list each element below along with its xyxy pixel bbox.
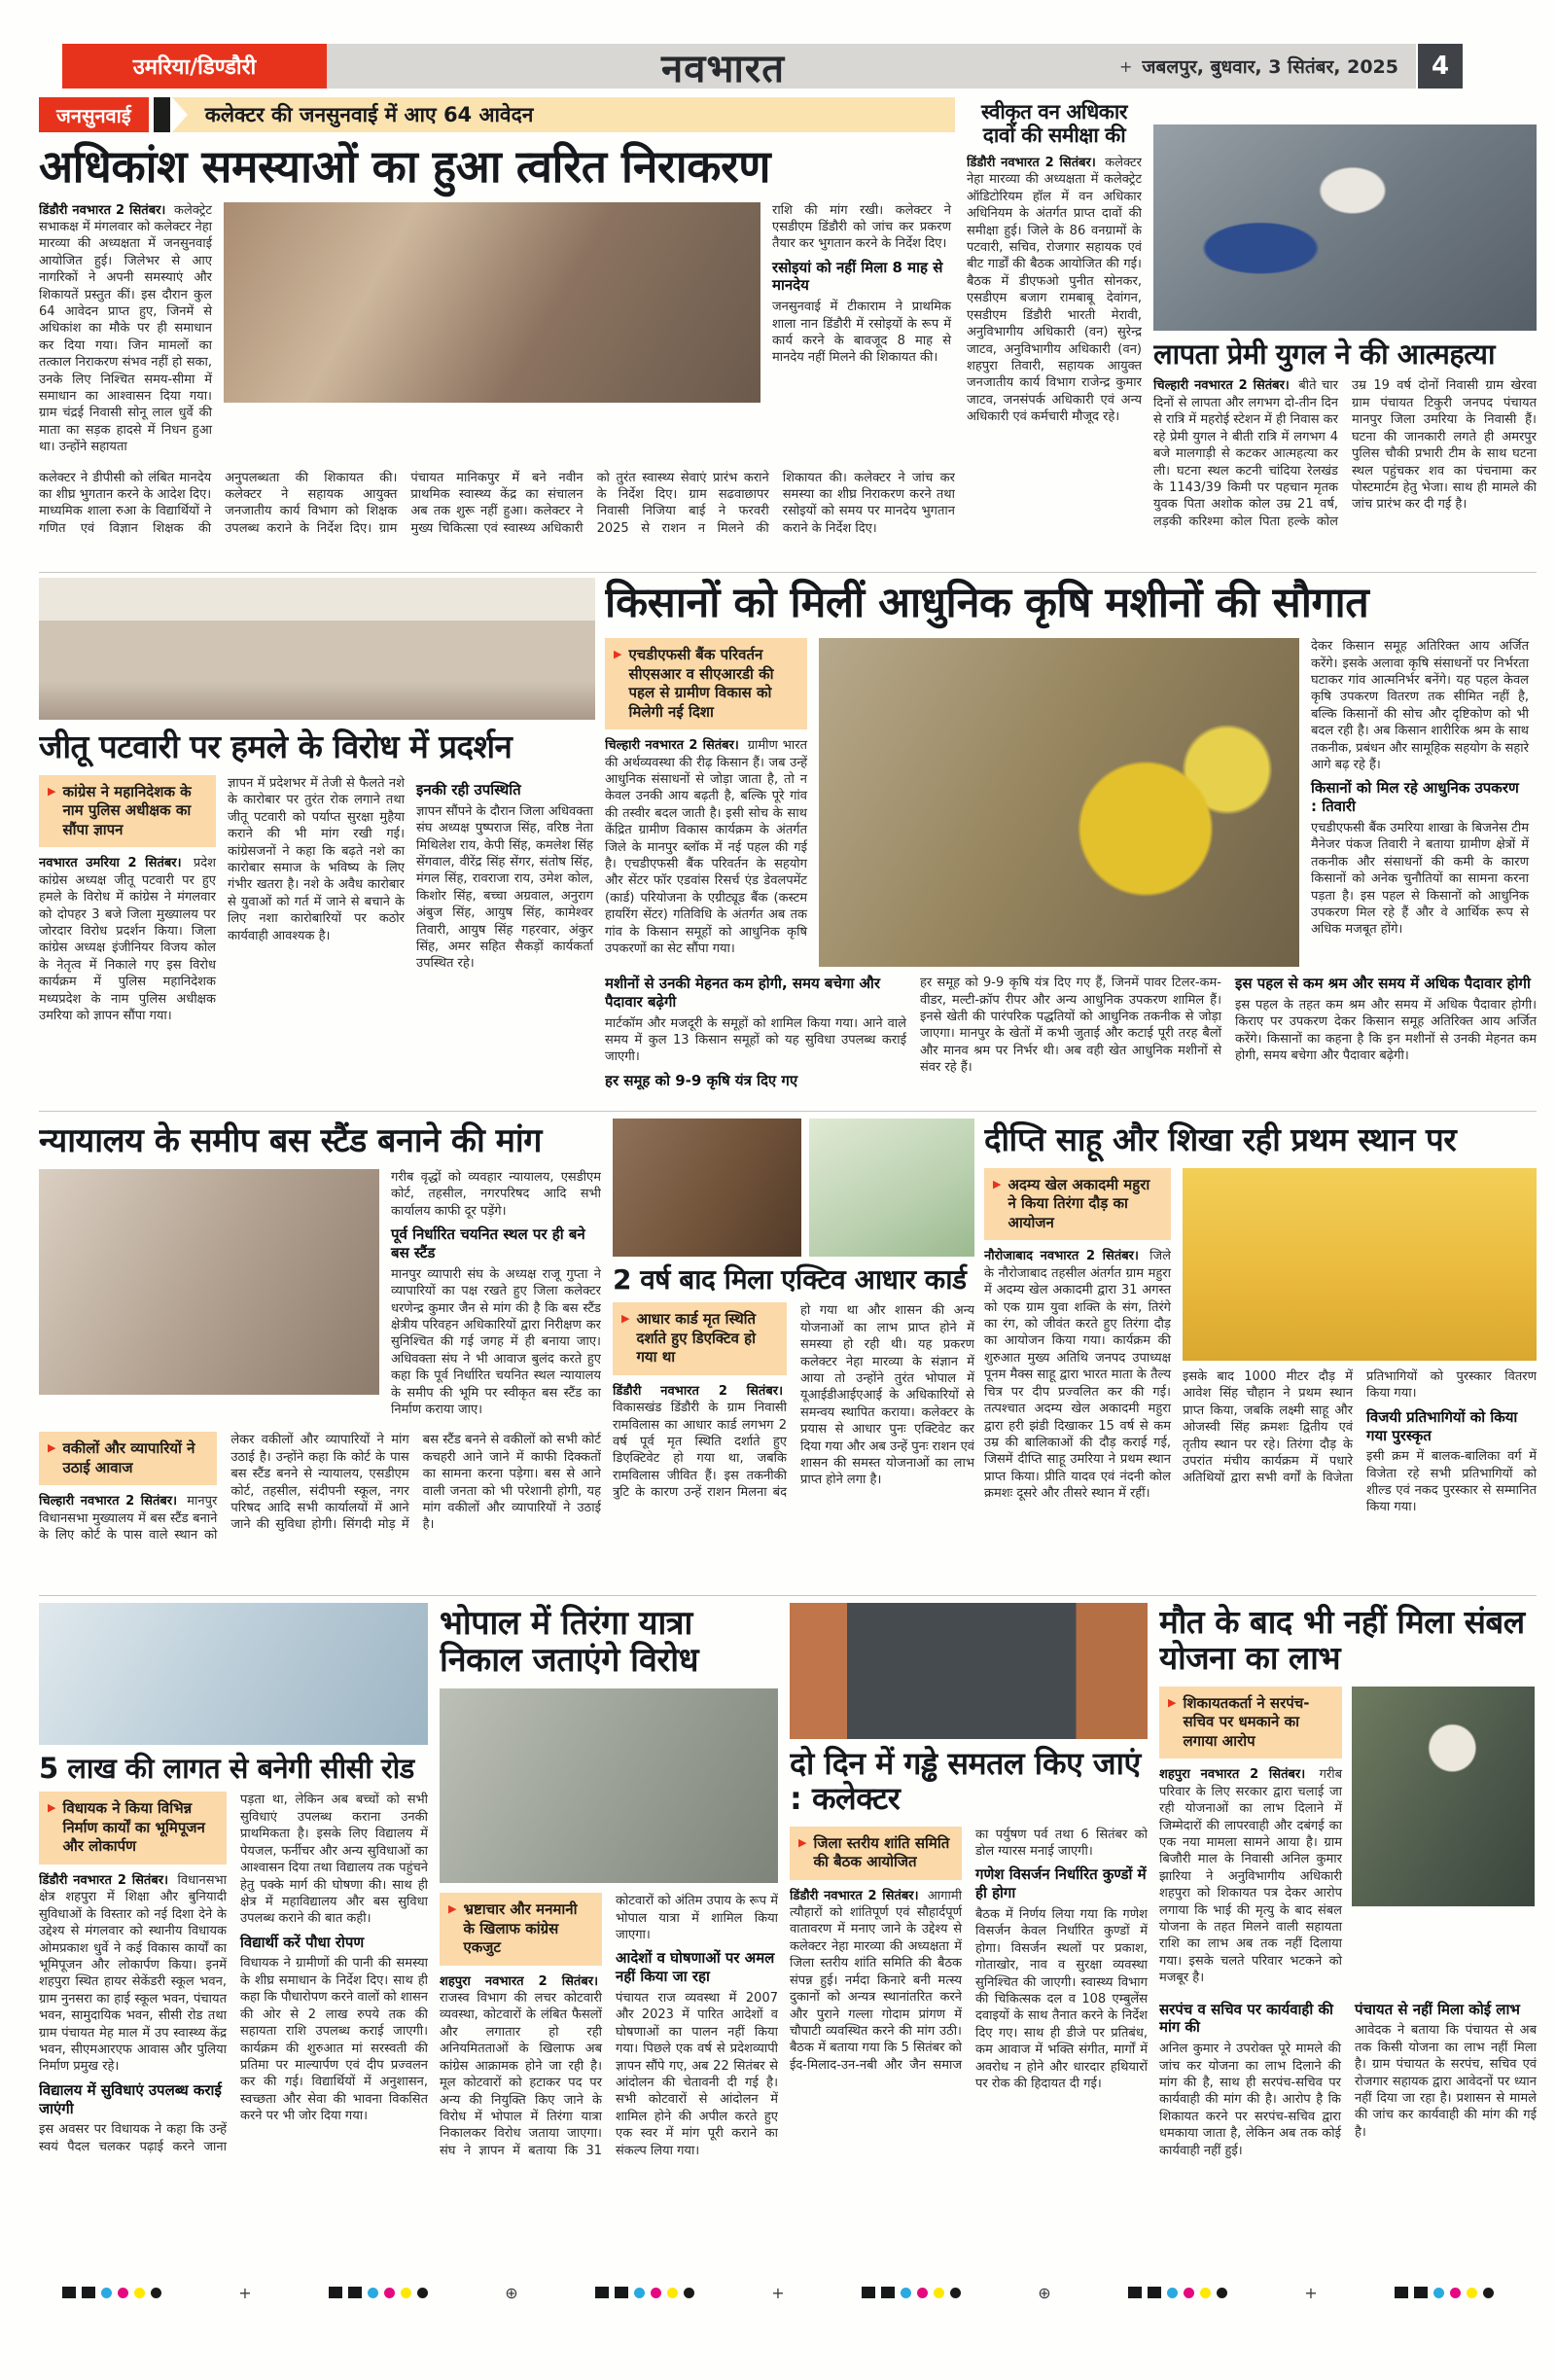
plus-icon: +	[1118, 56, 1133, 76]
reg-bar	[862, 2287, 875, 2298]
reg-bar	[881, 2287, 895, 2298]
sambal-kicker	[1159, 1687, 1342, 1759]
article-kisan	[605, 578, 1537, 1103]
kisan-headline: किसानों को मिलीं आधुनिक कृषि मशीनों की सौगात	[605, 579, 1369, 627]
kicker-arrow-icon: ▶	[614, 648, 622, 661]
kisan-body1-text: ग्रामीण भारत की अर्थव्यवस्था की रीढ़ किसान हैं। जब उन्हें आधुनिक संसाधनों से जोड़ा जाता है, तो न केवल उनकी आय बढ़ती है, बल्कि पूरे गांव की तस्वीर बदल जाती है। इसी सोच के साथ केंद्रित ग्रामीण विकास कार्यक्रम के अंतर्गत जिले के मानपुर ब्लॉक में नई पहल की गई है। एचडीएफसी बैंक परिवर्तन के सहयोग और सेंटर फॉर एडवांस रिसर्च एंड डेवलपमेंट (कार्ड) परियोजना के एग्रीट्यूड बैंक (कस्टम हायरिंग सेंटर) गतिविधि के अंतर्गत अब तक गांव के किसान समूहों को आधुनिक कृषि उपकरणों का सेट सौंपा गया।	[605, 738, 807, 957]
reg-bar	[1128, 2287, 1142, 2298]
registration-marks-strip	[62, 2284, 1494, 2301]
kicker-arrow-icon: ▶	[621, 1312, 630, 1326]
map-district-graphic	[809, 1119, 974, 1257]
yellow-dot	[1200, 2288, 1211, 2298]
edition-label	[62, 44, 327, 89]
lapata-dateline: चिल्हारी नवभारत 2 सितंबर।	[1153, 378, 1290, 394]
black-dot	[417, 2288, 428, 2298]
kisan-col1	[605, 638, 807, 967]
bhopal-body1-text: राजस्व विभाग की लचर कोटवारी व्यवस्था, कोटवारों के लंबित फैसलों और लगातार हो रही अनियमितताओं के खिलाफ अब कांग्रेस आक्रामक होने जा रही है। मूल कोटवारों को हटाकर पद पर अन्य की नियुक्ति किए जाने के विरोध में भोपाल में तिरंगा यात्रा निकालकर विरोध जताया जाएगा। संघ ने ज्ञापन में बताया कि 31 कोटवारों को अंतिम उपाय के रूप में भोपाल यात्रा में शामिल किया जाएगा।	[440, 1894, 778, 2158]
sambal-body3: आवेदक ने बताया कि पंचायत से अब तक किसी योजना का लाभ नहीं मिला है। ग्राम पंचायत के सरपंच, सचिव एवं रोजगार सहायक द्वारा आवेदनों पर ध्यान नहीं दिया जा रहा है। प्रशासन से मामले की जांच कर कार्यवाही की मांग की गई है।	[1355, 2023, 1537, 2140]
sambal-body2: अनिल कुमार ने उपरोक्त पूरे मामले की जांच कर योजना का लाभ दिलाने की मांग की है, साथ ही सरपंच-सचिव पर कार्यवाही की मांग की है। आरोप है कि शिकायत करने पर सरपंच-सचिव द्वारा धमकाया जाता है, लेकिन अब तक कोई कार्यवाही नहीं हुई।	[1159, 2042, 1341, 2158]
tiranga-kicker	[984, 1168, 1171, 1241]
cc-road-kicker	[39, 1792, 227, 1865]
jansunwai-headline: अधिकांश समस्याओं का हुआ त्वरित निराकरण	[39, 140, 771, 193]
sambal-headline: मौत के बाद भी नहीं मिला संबल योजना का लाभ	[1159, 1603, 1525, 1677]
kisan-body1	[605, 737, 807, 957]
article-jansunwai	[39, 97, 955, 566]
registration-group	[329, 2287, 428, 2298]
tiranga-cols	[1183, 1368, 1537, 1575]
reg-target-icon: ⊕	[1038, 2283, 1051, 2302]
photo-race-group	[1183, 1168, 1537, 1361]
reg-cross-icon: +	[238, 2283, 252, 2302]
kisan-col3	[1311, 638, 1529, 967]
photo-complainant	[1352, 1687, 1535, 1906]
cc-road-cols	[39, 1792, 428, 2249]
jansunwai-col2	[772, 202, 951, 462]
reg-bar	[1148, 2287, 1161, 2298]
aadhar-dateline: डिंडौरी नवभारत 2 सितंबर।	[613, 1383, 783, 1399]
tiranga-headline: दीप्ति साहू और शिखा रही प्रथम स्थान पर	[984, 1120, 1457, 1158]
article-jitu	[39, 578, 595, 1103]
kicker-arrow-icon: ▶	[798, 1835, 807, 1849]
jitu-col1	[39, 775, 216, 1031]
cc-road-headline: 5 लाख की लागत से बनेगी सीसी रोड	[39, 1752, 414, 1785]
yellow-dot	[1467, 2288, 1477, 2298]
jitu-subhead: इनकी रही उपस्थिति	[416, 780, 521, 799]
jansunwai-strap	[172, 97, 955, 132]
kisan-kicker	[605, 638, 807, 729]
bus-stand-subhead: पूर्व निर्धारित चयनित स्थल पर ही बने बस स्टैंड	[391, 1226, 585, 1262]
reg-bar	[615, 2287, 628, 2298]
tag-square	[154, 97, 170, 132]
black-dot	[684, 2288, 694, 2298]
photo-kotwar-crowd	[440, 1688, 778, 1883]
black-dot	[950, 2288, 961, 2298]
cc-road-body2: इस अवसर पर विधायक ने कहा कि उन्हें स्वयं पैदल चलकर पढ़ाई करने जाना पड़ता था, लेकिन अब बच्चों को सभी सुविधाएं उपलब्ध कराना उनकी प्राथमिकता है। इसके लिए विद्यालय में पेयजल, फर्नीचर और अन्य सुविधाओं का आश्वासन दिया तथा विद्यालय तक पहुंचने हेतु पक्के मार्ग की घोषणा की। साथ ही क्षेत्र में महाविद्यालय और बस सुविधा उपलब्ध कराने की बात कही।	[39, 1793, 428, 2154]
aadhar-body-text: विकासखंड डिंडौरी के ग्राम निवासी रामविलास का आधार कार्ड लगभग 2 वर्ष पूर्व मृत स्थिति दर्शाते हुए डिएक्टिवेट हो गया था, जबकि रामविलास जीवित हैं। इस तकनीकी त्रुटि के कारण उन्हें राशन मिलना बंद हो गया था और शासन की अन्य योजनाओं का लाभ प्राप्त होने में समस्या हो रही थी। यह प्रकरण कलेक्टर नेहा मारव्या के संज्ञान में आया तो उन्होंने तुरंत भोपाल में यूआईडीआईएआई के अधिकारियों से समन्वय स्थापित कराया। कलेक्टर के प्रयास से आधार पुनः एक्टिवेट कर दिया गया और अब उन्हें पुनः राशन एवं शासन की समस्त योजनाओं का लाभ प्राप्त होने लगा है।	[613, 1303, 974, 1501]
kisan-body-machine: मार्टकॉम और मजदूरी के समूहों को शामिल किया गया। आने वाले समय में कुल 13 किसान समूहों को यह सुविधा उपलब्ध कराई जाएगी।	[605, 1015, 906, 1065]
reg-bar	[348, 2287, 362, 2298]
bus-stand-dateline: चिल्हारी नवभारत 2 सितंबर।	[39, 1494, 178, 1510]
divider	[39, 1595, 1537, 1596]
gaddhe-body2: बैठक में निर्णय लिया गया कि गणेश विसर्जन केवल निर्धारित कुण्डों में होगा। विसर्जन स्थलों पर प्रकाश, गोताखोर, नाव व सुरक्षा व्यवस्था सुनिश्चित की जाएगी। स्वास्थ्य विभाग की चिकित्सक दल व 108 एम्बुलेंस दवाइयों के साथ तैनात करने के निर्देश दिए गए। साथ ही डीजे पर प्रतिबंध, कम आवाज में भक्ति संगीत, मार्गों में अवरोध न होने और धारदार हथियारों पर रोक की हिदायत दी गई।	[975, 1906, 1148, 2092]
gaddhe-headline: दो दिन में गड्ढे समतल किए जाएं : कलेक्टर	[790, 1745, 1141, 1817]
registration-group	[1395, 2287, 1494, 2298]
kicker-arrow-icon: ▶	[1168, 1695, 1177, 1709]
kisan-body-yantra: हर समूह को 9-9 कृषि यंत्र दिए गए हैं, जिनमें पावर टिलर-कम-वीडर, मल्टी-क्रॉप रीपर और अन्य आधुनिक उपकरण शामिल हैं। इनसे खेती की पारंपरिक पद्धतियों को आधुनिक तकनीक से जोड़ा जाएगा। मानपुर के खेतों में कभी जुताई और कटाई पूरी तरह बैलों और मानव श्रम पर निर्भर थी। अब वही खेत आधुनिक मशीनों से संवर रहे हैं।	[920, 976, 1221, 1076]
edition-notch	[327, 44, 344, 89]
strap-notch	[172, 97, 188, 132]
kisan-bottom	[605, 975, 1537, 1103]
article-tiranga-daud	[984, 1119, 1537, 1589]
jitu-body2: ज्ञापन में प्रदेशभर में तेजी से फैलते नशे के कारोबार पर तुरंत रोक लगाने तथा जीतू पटवारी को पर्याप्त सुरक्षा मुहैया कराने की भी मांग रखी गई। कांग्रेसजनों ने कहा कि बढ़ते नशे का कारोबार समाज के भविष्य के लिए गंभीर खतरा है। नशे के अवैध कारोबार से युवाओं को गर्त में जाने से बचाने के लिए नशा कारोबारियों पर कठोर कार्यवाही आवश्यक है।	[228, 775, 405, 943]
reg-cross-icon: +	[771, 2283, 785, 2302]
sambal-subhead1: सरपंच व सचिव पर कार्यवाही की मांग की	[1159, 2000, 1333, 2037]
van-adhikar-headline: स्वीकृत वन अधिकार दावों की समीक्षा की	[981, 100, 1127, 147]
magenta-dot	[118, 2288, 128, 2298]
yellow-dot	[934, 2288, 944, 2298]
reg-bar	[62, 2287, 76, 2298]
article-bus-stand	[39, 1119, 601, 1589]
kisan-body-tiwari: एचडीएफसी बैंक उमरिया शाखा के बिजनेस टीम मैनेजर पंकज तिवारी ने बताया ग्रामीण क्षेत्रों में तकनीक और संसाधनों की कमी के कारण किसानों को अनेक चुनौतियों का सामना करना पड़ता है। इस पहल से किसानों को आधुनिक उपकरण मिल रहे हैं और वे आर्थिक रूप से अधिक मजबूत होंगे।	[1311, 820, 1529, 938]
aadhar-kicker	[613, 1302, 787, 1375]
aadhar-cols	[613, 1302, 974, 1545]
photo-collector-meeting	[790, 1603, 1148, 1739]
cyan-dot	[368, 2288, 378, 2298]
sambal-kicker-text: शिकायतकर्ता ने सरपंच-सचिव पर धमकाने का लगाया आरोप	[1183, 1693, 1310, 1750]
black-dot	[151, 2288, 161, 2298]
cyan-dot	[1433, 2288, 1444, 2298]
tiranga-kicker-text: अदम्य खेल अकादमी महुरा ने किया तिरंगा दौड़ का आयोजन	[1008, 1175, 1150, 1231]
registration-group	[1128, 2287, 1227, 2298]
kisan-body-pahal: इस पहल के तहत कम श्रम और समय में अधिक पैदावार होगी। किराए पर उपकरण देकर किसान समूह अतिरिक्त आय अर्जित करेंगे। किसानों का कहना है कि इन मशीनों से उनकी मेहनत कम होगी, समय बचेगा और पैदावार बढ़ेगी।	[1235, 997, 1537, 1064]
kisan-body-right: देकर किसान समूह अतिरिक्त आय अर्जित करेंगे। इसके अलावा कृषि संसाधनों पर निर्भरता घटाकर गांव आत्मनिर्भर बनेंगे। यह पहल केवल कृषि उपकरण वितरण तक सीमित नहीं है, बल्कि किसानों की सोच और दृष्टिकोण को भी बदल रही है। अब किसान शारीरिक श्रम के साथ तकनीक, प्रबंधन और सामूहिक सहयोग के सहारे आगे बढ़ रहे हैं।	[1311, 639, 1529, 772]
gaddhe-body1-text: आगामी त्यौहारों को शांतिपूर्ण एवं सौहार्दपूर्ण वातावरण में मनाए जाने के उद्देश्य से कलेक्टर नेहा मारव्या की अध्यक्षता में जिला स्तरीय शांति समिति की बैठक संपन्न हुई। नर्मदा किनारे बनी मत्स्य दुकानों को अन्यत्र स्थानांतरित करने और पुराने गल्ला गोदाम प्रांगण में चौपाटी व्यवस्थित करने की मांग उठी। बैठक में बताया गया कि 5 सितंबर को ईद-मिलाद-उन-नबी और जैन समाज का पर्युषण पर्व तथा 6 सितंबर को डोल ग्यारस मनाई जाएगी।	[790, 1827, 1148, 2073]
masthead-title: नवभारत	[660, 46, 786, 91]
article-sambal	[1159, 1603, 1537, 2276]
photo-jansunwai-hall	[224, 202, 760, 403]
tiranga-body2: इसके बाद 1000 मीटर दौड़ में आवेश सिंह चौहान ने प्रथम स्थान प्राप्त किया, जबकि लक्ष्मी साहू और ओजस्वी सिंह क्रमशः द्वितीय एवं तृतीय स्थान पर रहे। तिरंगा दौड़ के उपरांत मंचीय कार्यक्रम में पधारे अतिथियों द्वारा सभी वर्गों के विजेता प्रतिभागियों को पुरस्कार वितरण किया गया।	[1183, 1368, 1537, 1486]
jitu-headline: जीतू पटवारी पर हमले के विरोध में प्रदर्शन	[39, 728, 513, 765]
black-dot	[1217, 2288, 1227, 2298]
reg-target-icon: ⊕	[505, 2283, 518, 2302]
magenta-dot	[1450, 2288, 1461, 2298]
article-cc-road	[39, 1603, 428, 2276]
aadhar-kicker-text: आधार कार्ड मृत स्थिति दर्शाते हुए डिएक्टिव हो गया था	[636, 1310, 757, 1367]
bhopal-dateline: शहपुरा नवभारत 2 सितंबर।	[440, 1973, 598, 1989]
jansunwai-tag-row	[39, 97, 955, 132]
jitu-dateline: नवभारत उमरिया 2 सितंबर।	[39, 856, 182, 871]
yellow-dot	[667, 2288, 678, 2298]
bus-stand-body-sub: मानपुर व्यापारी संघ के अध्यक्ष राजू गुप्ता ने व्यापारियों का पक्ष रखते हुए जिला कलेक्टर धरणेन्द्र कुमार जैन से मांग की है कि बस स्टैंड क्षेत्रीय परिवहन अधिकारियों द्वारा निरीक्षण कर सुनिश्चित की गई जगह में ही बनाया जाए। अधिवक्ता संघ ने भी आवाज बुलंद करते हुए कहा कि पूर्व निर्धारित चयनित स्थल न्यायालय के समीप की भूमि पर स्वीकृत बस स्टैंड का निर्माण कराया जाए।	[391, 1266, 601, 1418]
bus-stand-body-right: गरीब वृद्धों को व्यवहार न्यायालय, एसडीएम कोर्ट, तहसील, नगरपरिषद आदि सभी कार्यालय काफी दूर पड़ेंगे।	[391, 1170, 601, 1219]
cc-road-subhead1: विद्यालय में सुविधाएं उपलब्ध कराई जाएंगी	[39, 2080, 222, 2117]
kisan-subhead-machine: मशीनों से उनकी मेहनत कम होगी, समय बचेगा और पैदावार बढ़ेगी	[605, 975, 881, 1011]
magenta-dot	[917, 2288, 928, 2298]
bhopal-kicker	[440, 1893, 602, 1966]
kicker-arrow-icon: ▶	[448, 1902, 457, 1916]
kicker-arrow-icon: ▶	[48, 1441, 56, 1455]
jitu-body3-text: ज्ञापन सौंपने के दौरान जिला अधिवक्ता संघ अध्यक्ष पुष्पराज सिंह, वरिष्ठ नेता मिथिलेश राय, केपी सिंह, कमलेश सिंह सेंगवाल, वीरेंद्र सिंह सेंगर, संतोष सिंह, मंगल सिंह, रावराजा राय, उमेश कोल, किशोर सिंह, बच्चा अग्रवाल, अनुराग अंबुज सिंह, आयुष सिंह, कामेश्वर तिवारी, आयुष सिंह गहरवार, अंकुर सिंह, अमर सहित सैकड़ों कार्यकर्ता उपस्थित रहे।	[416, 803, 593, 972]
magenta-dot	[651, 2288, 661, 2298]
van-adhikar-text: कलेक्टर नेहा मारव्या की अध्यक्षता में कलेक्ट्रेट ऑडिटोरियम हॉल में वन अधिकार अधिनियम के अंतर्गत प्राप्त दावों की समीक्षा हुई। जिले के 86 वनग्रामों के पटवारी, सचिव, रोजगार सहायक एवं बीट गार्डों की बैठक आयोजित की गई। बैठक में डीएफओ पुनीत सोनकर, एसडीएम बजाग रामबाबू देवांगन, एसडीएम डिंडौरी भारती मेरावी, अनुविभागीय अधिकारी (वन) सुरेन्द्र जाटव, अनुविभागीय अधिकारी (वन) शहपुरा तिवारी, सहायक आयुक्त जनजातीय कार्य विभाग राजेन्द्र कुमार जाटव, जनसंपर्क अधिकारी एवं अन्य अधिकारी एवं कर्मचारी मौजूद रहे।	[967, 156, 1142, 425]
kisan-subhead-pahal: इस पहल से कम श्रम और समय में अधिक पैदावार होगी	[1235, 975, 1531, 993]
bus-stand-right-col	[391, 1169, 601, 1424]
jansunwai-dateline: डिंडौरी नवभारत 2 सितंबर।	[39, 202, 166, 218]
jansunwai-col1-text: कलेक्ट्रेट सभाकक्ष में मंगलवार को कलेक्टर नेहा मारव्या की अध्यक्षता में जनसुनवाई आयोजित हुई। जिलेभर से आए नागरिकों ने अपनी समस्याएं और शिकायतें प्रस्तुत कीं। इस दौरान कुल 64 आवेदन प्राप्त हुए, जिनमें से अधिकांश का मौके पर ही समाधान कर दिया गया। जिन मामलों का तत्काल निराकरण संभव नहीं हो सका, उनके लिए निश्चित समय-सीमा में समाधान का आश्वासन दिया गया। ग्राम चंद्रई निवासी सोनू लाल धुर्वे की माता का सड़क हादसे में निधन हुआ था। उन्होंने सहायता	[39, 202, 212, 455]
photo-farm-machinery	[819, 638, 1299, 967]
magenta-dot	[384, 2288, 395, 2298]
cc-road-subhead2: विद्यार्थी करें पौधा रोपण	[240, 1933, 365, 1951]
reg-cross-icon: +	[1304, 2283, 1318, 2302]
jitu-body1-text: प्रदेश कांग्रेस अध्यक्ष जीतू पटवारी पर हुए हमले के विरोध में कांग्रेस ने मंगलवार को दोपहर 3 बजे जिला मुख्यालय पर जोरदार विरोध प्रदर्शन किया। जिला कांग्रेस अध्यक्ष इंजीनियर विजय कोल के नेतृत्व में निकाले गए इस विरोध कार्यक्रम में पुलिस महानिदेशक मध्यप्रदेश के नाम पुलिस अधीक्षक उमरिया को ज्ञापन सौंपा गया।	[39, 856, 216, 1024]
sambal-subhead2: पंचायत से नहीं मिला कोई लाभ	[1355, 2000, 1520, 2018]
gaddhe-kicker-text: जिला स्तरीय शांति समिति की बैठक आयोजित	[813, 1833, 950, 1871]
photo-railway-couple	[1153, 124, 1537, 331]
kisan-dateline: चिल्हारी नवभारत 2 सितंबर।	[605, 738, 739, 754]
bhopal-headline: भोपाल में तिरंगा यात्रा निकाल जताएंगे विरोध	[440, 1604, 699, 1681]
jitu-body1	[39, 855, 216, 1024]
bus-stand-kicker	[39, 1432, 217, 1485]
tiranga-body1	[984, 1248, 1171, 1502]
gaddhe-subhead: गणेश विसर्जन निर्धारित कुण्डों में ही होगा	[975, 1865, 1147, 1902]
cyan-dot	[634, 2288, 645, 2298]
tiranga-right	[1183, 1168, 1537, 1575]
jansunwai-col2-post: जनसुनवाई में टीकाराम ने प्राथमिक शाला नान डिंडौरी में रसोइयों के रूप में कार्य करने के बावजूद 8 माह से मानदेय नहीं मिलने की शिकायत की।	[772, 300, 951, 366]
photo-aadhar-handover	[613, 1119, 801, 1257]
strap-text: कलेक्टर की जनसुनवाई में आए 64 आवेदन	[204, 103, 534, 126]
cyan-dot	[101, 2288, 112, 2298]
cc-road-body1	[39, 1872, 227, 2076]
gaddhe-dateline: डिंडौरी नवभारत 2 सितंबर।	[790, 1888, 919, 1903]
article-aadhar	[613, 1119, 974, 1589]
kicker-arrow-icon: ▶	[48, 784, 56, 798]
article-van-adhikar	[967, 97, 1142, 566]
jansunwai-col1	[39, 202, 212, 456]
sambal-body1-text: गरीब परिवार के लिए सरकार द्वारा चलाई जा रही योजनाओं का लाभ दिलाने में जिम्मेदारों की लापरवाही और दबंगई का एक नया मामला सामने आया है। ग्राम बिजौरी माल के निवासी अनिल कुमार झारिया ने अनुविभागीय अधिकारी शहपुरा को शिकायत पत्र देकर आरोप लगाया कि भाई की मृत्यु के बाद संबल योजना के तहत मिलने वाली सहायता राशि का लाभ अब तक नहीं दिलाया गया। इसके चलते परिवार भटकने को मजबूर है।	[1159, 1767, 1342, 1986]
aadhar-headline: 2 वर्ष बाद मिला एक्टिव आधार कार्ड	[613, 1263, 967, 1296]
kisan-subhead-yantra: हर समूह को 9-9 कृषि यंत्र दिए गए	[605, 1071, 798, 1089]
magenta-dot	[1184, 2288, 1194, 2298]
jitu-kicker	[39, 775, 216, 848]
jansunwai-col2-pre: राशि की मांग रखी। कलेक्टर ने एसडीएम डिंडौरी को जांच कर प्रकरण तैयार कर भुगतान करने के निर्देश दिए।	[772, 202, 951, 252]
tiranga-dateline: नौरोजाबाद नवभारत 2 सितंबर।	[984, 1249, 1139, 1264]
header-dateline	[1119, 53, 1416, 79]
cc-road-kicker-text: विधायक ने किया विभिन्न निर्माण कार्यों का भूमिपूजन और लोकार्पण	[62, 1799, 205, 1856]
jansunwai-body-bottom: कलेक्टर ने डीपीसी को लंबित मानदेय का शीघ्र भुगतान करने के आदेश दिए। माध्यमिक शाला रुआ के विद्यार्थियों ने गणित एवं विज्ञान शिक्षक की अनुपलब्धता की शिकायत की। कलेक्टर ने सहायक आयुक्त जनजातीय कार्य विभाग को शिक्षक उपलब्ध कराने के निर्देश दिए। ग्राम पंचायत मानिकपुर में बने नवीन प्राथमिक स्वास्थ्य केंद्र का संचालन अब तक शुरू नहीं हुआ। कलेक्टर ने मुख्य चिकित्सा एवं स्वास्थ्य अधिकारी को तुरंत स्वास्थ्य सेवाएं प्रारंभ कराने के निर्देश दिए। ग्राम सढवाछापर निवासी निजिया बाई ने फरवरी 2025 से राशन न मिलने की शिकायत की। कलेक्टर ने जांच कर समस्या का शीघ्र निराकरण करने तथा रसोइयों को समय पर मानदेय भुगतान कराने के निर्देश दिए।	[39, 470, 955, 536]
cyan-dot	[1167, 2288, 1178, 2298]
article-lapata	[1153, 97, 1537, 566]
bus-stand-bottom	[39, 1432, 601, 1589]
yellow-dot	[134, 2288, 145, 2298]
tiranga-col1	[984, 1168, 1171, 1575]
photo-bus-stand-meeting	[39, 1169, 379, 1395]
divider	[39, 572, 1537, 573]
reg-bar	[595, 2287, 609, 2298]
tiranga-body1-text: जिले के नौरोजाबाद तहसील अंतर्गत ग्राम महुरा में अदम्य खेल अकादमी द्वारा 31 अगस्त को एक ग्राम युवा शक्ति के संग, तिरंगे का रंग, को जीवंत करते हुए तिरंगा दौड़ का आयोजन किया गया। कार्यक्रम की शुरुआत मुख्य अतिथि जनपद उपाध्यक्ष पूनम मैक्स साहू द्वारा भारत माता के तैल्य चित्र पर दीप प्रज्वलित कर की गई। तत्पश्चात अदम्य खेल अकादमी महुरा द्वारा हरी झंडी दिखाकर 15 वर्ष से कम उम्र की बालिकाओं की दौड़ कराई गई, जिसमें दीप्ति साहू उमरिया ने प्रथम स्थान प्राप्त किया। प्रीति यादव एवं नंदनी कोल क्रमशः दूसरे और तीसरे स्थान में रहीं।	[984, 1249, 1171, 1502]
reg-bar	[82, 2287, 95, 2298]
jansunwai-tag: जनसुनवाई	[39, 97, 149, 132]
reg-bar	[1395, 2287, 1408, 2298]
bus-stand-body-main-text: मानपुर विधानसभा मुख्यालय में बस स्टैंड बनाने के लिए कोर्ट के पास वाले स्थान को लेकर वकीलों और व्यापारियों ने मांग उठाई है। उन्होंने कहा कि कोर्ट के पास बस स्टैंड बनने से न्यायालय, एसडीएम कोर्ट, तहसील, संदीपनी स्कूल, नगर परिषद आदि सभी कार्यालयों में आने जाने की सुविधा होगी। सिंगदी मोड़ में बस स्टैंड बनने से वकीलों को सभी कोर्ट कचहरी आने जाने में काफी दिक्कतों का सामना करना पड़ेगा। बस से आने वाली जनता को भी परेशानी होगी, यह मांग वकीलों और व्यापारियों ने उठाई है।	[39, 1433, 601, 1544]
yellow-dot	[401, 2288, 411, 2298]
jitu-col3	[416, 775, 593, 1031]
bhopal-body2: पंचायत राज व्यवस्था में 2007 और 2023 में पारित आदेशों व घोषणाओं का पालन नहीं किया गया। पिछले एक वर्ष से प्रदेशव्यापी ज्ञापन सौंपे गए, अब 22 सितंबर से आंदोलन की चेतावनी दी गई है। सभी कोटवारों से आंदोलन में शामिल होने की अपील करते हुए एक स्वर में मांग पूरी कराने का संकल्प लिया गया।	[616, 1990, 778, 2158]
edition-text: उमरिया/डिण्डौरी	[132, 55, 257, 80]
sambal-dateline: शहपुरा नवभारत 2 सितंबर।	[1159, 1767, 1306, 1783]
article-gaddhe	[790, 1603, 1148, 2276]
kisan-subhead-tiwari: किसानों को मिल रहे आधुनिक उपकरण : तिवारी	[1311, 779, 1519, 816]
registration-group	[862, 2287, 961, 2298]
sambal-body1	[1159, 1766, 1342, 1986]
van-adhikar-dateline: डिंडौरी नवभारत 2 सितंबर।	[967, 156, 1096, 171]
cyan-dot	[901, 2288, 911, 2298]
gaddhe-kicker	[790, 1827, 962, 1880]
lapata-body	[1153, 377, 1537, 552]
page-number: 4	[1418, 44, 1463, 89]
jitu-kicker-text: कांग्रेस ने महानिदेशक के नाम पुलिस अधीक्षक का सौंपा ज्ञापन	[62, 782, 192, 838]
kisan-kicker-text: एचडीएफसी बैंक परिवर्तन सीएसआर व सीएआरडी की पहल से ग्रामीण विकास को मिलेगी नई दिशा	[628, 646, 774, 721]
cc-road-body1-text: विधानसभा क्षेत्र शहपुरा में शिक्षा और बुनियादी सुविधाओं के विस्तार को नई दिशा देने के उद्देश्य से मंगलवार को स्थानीय विधायक ओमप्रकाश धुर्वे ने कई विकास कार्यों का भूमिपूजन और लोकार्पण किया। इनमें शहपुरा स्थित हायर सेकेंडरी स्कूल भवन, ग्राम नुनसरा का हाई स्कूल भवन, पंचायत भवन, सामुदायिक भवन, सीसी रोड तथा ग्राम पंचायत मेह माल में उप स्वास्थ्य केंद्र भवन, सीएमआरएफ आवास और पुलिया निर्माण प्रमुख रहे।	[39, 1872, 227, 2075]
reg-bar	[1414, 2287, 1428, 2298]
bus-stand-kicker-text: वकीलों और व्यापारियों ने उठाई आवाज	[62, 1439, 195, 1476]
tiranga-body3: इसी क्रम में बालक-बालिका वर्ग में विजेता रहे सभी प्रतिभागियों को शील्ड एवं नकद पुरस्कार से सम्मानित किया गया।	[1366, 1449, 1537, 1515]
sambal-left	[1159, 1687, 1342, 1993]
black-dot	[1483, 2288, 1494, 2298]
bus-stand-headline: न्यायालय के समीप बस स्टैंड बनाने की मांग	[39, 1121, 542, 1160]
kicker-arrow-icon: ▶	[48, 1801, 56, 1815]
tiranga-subhead: विजयी प्रतिभागियों को किया गया पुरस्कृत	[1366, 1407, 1518, 1444]
kicker-arrow-icon: ▶	[993, 1177, 1002, 1190]
divider	[39, 1111, 1537, 1112]
bhopal-kicker-text: भ्रष्टाचार और मनमानी के खिलाफ कांग्रेस एकजुट	[463, 1900, 578, 1957]
masthead-bar	[62, 44, 1416, 89]
lapata-text: बीते चार दिनों से लापता और लगभग दो-तीन दिन से रात्रि में महरोई स्टेशन में ही निवास कर रहे प्रेमी युगल ने बीती रात्रि में लगभग 4 बजे मालगाड़ी से कटकर आत्महत्या कर ली। घटना स्थल कटनी चांदिया रेलखंड के 1143/39 किमी पर पहचान मृतक युवक पिता अशोक कोल उम्र 21 वर्ष, लड़की करिश्मा कोल पिता हल्के कोल उम्र 19 वर्ष दोनों निवासी ग्राम खेरवा ग्राम पंचायत टिकुरी जनपद पंचायत मानपुर जिला उमरिया के निवासी हैं। घटना की जानकारी लगते ही अमरपुर पुलिस चौकी प्रभारी टीम के साथ घटना स्थल पहुंचकर शव का पंचनामा कर पोस्टमार्टम हेतु भेजा। साथ ही मामले की जांच प्रारंभ कर दी गई है।	[1153, 378, 1537, 529]
lapata-headline: लापता प्रेमी युगल ने की आत्महत्या	[1153, 337, 1495, 371]
cc-road-dateline: डिंडौरी नवभारत 2 सितंबर।	[39, 1872, 169, 1888]
cc-road-body3: विधायक ने ग्रामीणों की पानी की समस्या के शीघ्र समाधान के निर्देश दिए। साथ ही कहा कि पौधारोपण करने वालों को शासन की ओर से 2 लाख रुपये तक की सहायता राशि उपलब्ध कराई जाएगी। कार्यक्रम की शुरुआत मां सरस्वती की प्रतिमा पर माल्यार्पण एवं दीप प्रज्वलन कर की गई। विद्यार्थियों में अनुशासन, स्वच्छता और सेवा की भावना विकसित करने पर भी जोर दिया गया।	[240, 1956, 428, 2124]
gaddhe-cols	[790, 1827, 1148, 2255]
van-adhikar-body	[967, 155, 1142, 426]
sambal-cols	[1159, 2001, 1537, 2276]
header-date-text: जबलपुर, बुधवार, 3 सितंबर, 2025	[1142, 56, 1398, 78]
jansunwai-subhead: रसोइयां को नहीं मिला 8 माह से मानदेय	[772, 258, 943, 295]
registration-group	[62, 2287, 161, 2298]
photo-protest-march	[39, 578, 595, 720]
bhopal-subhead: आदेशों व घोषणाओं पर अमल नहीं किया जा रहा	[616, 1949, 775, 1986]
photo-school-children	[39, 1603, 428, 1745]
reg-bar	[329, 2287, 342, 2298]
registration-group	[595, 2287, 694, 2298]
article-bhopal-yatra	[440, 1603, 778, 2276]
bhopal-cols	[440, 1893, 778, 2262]
